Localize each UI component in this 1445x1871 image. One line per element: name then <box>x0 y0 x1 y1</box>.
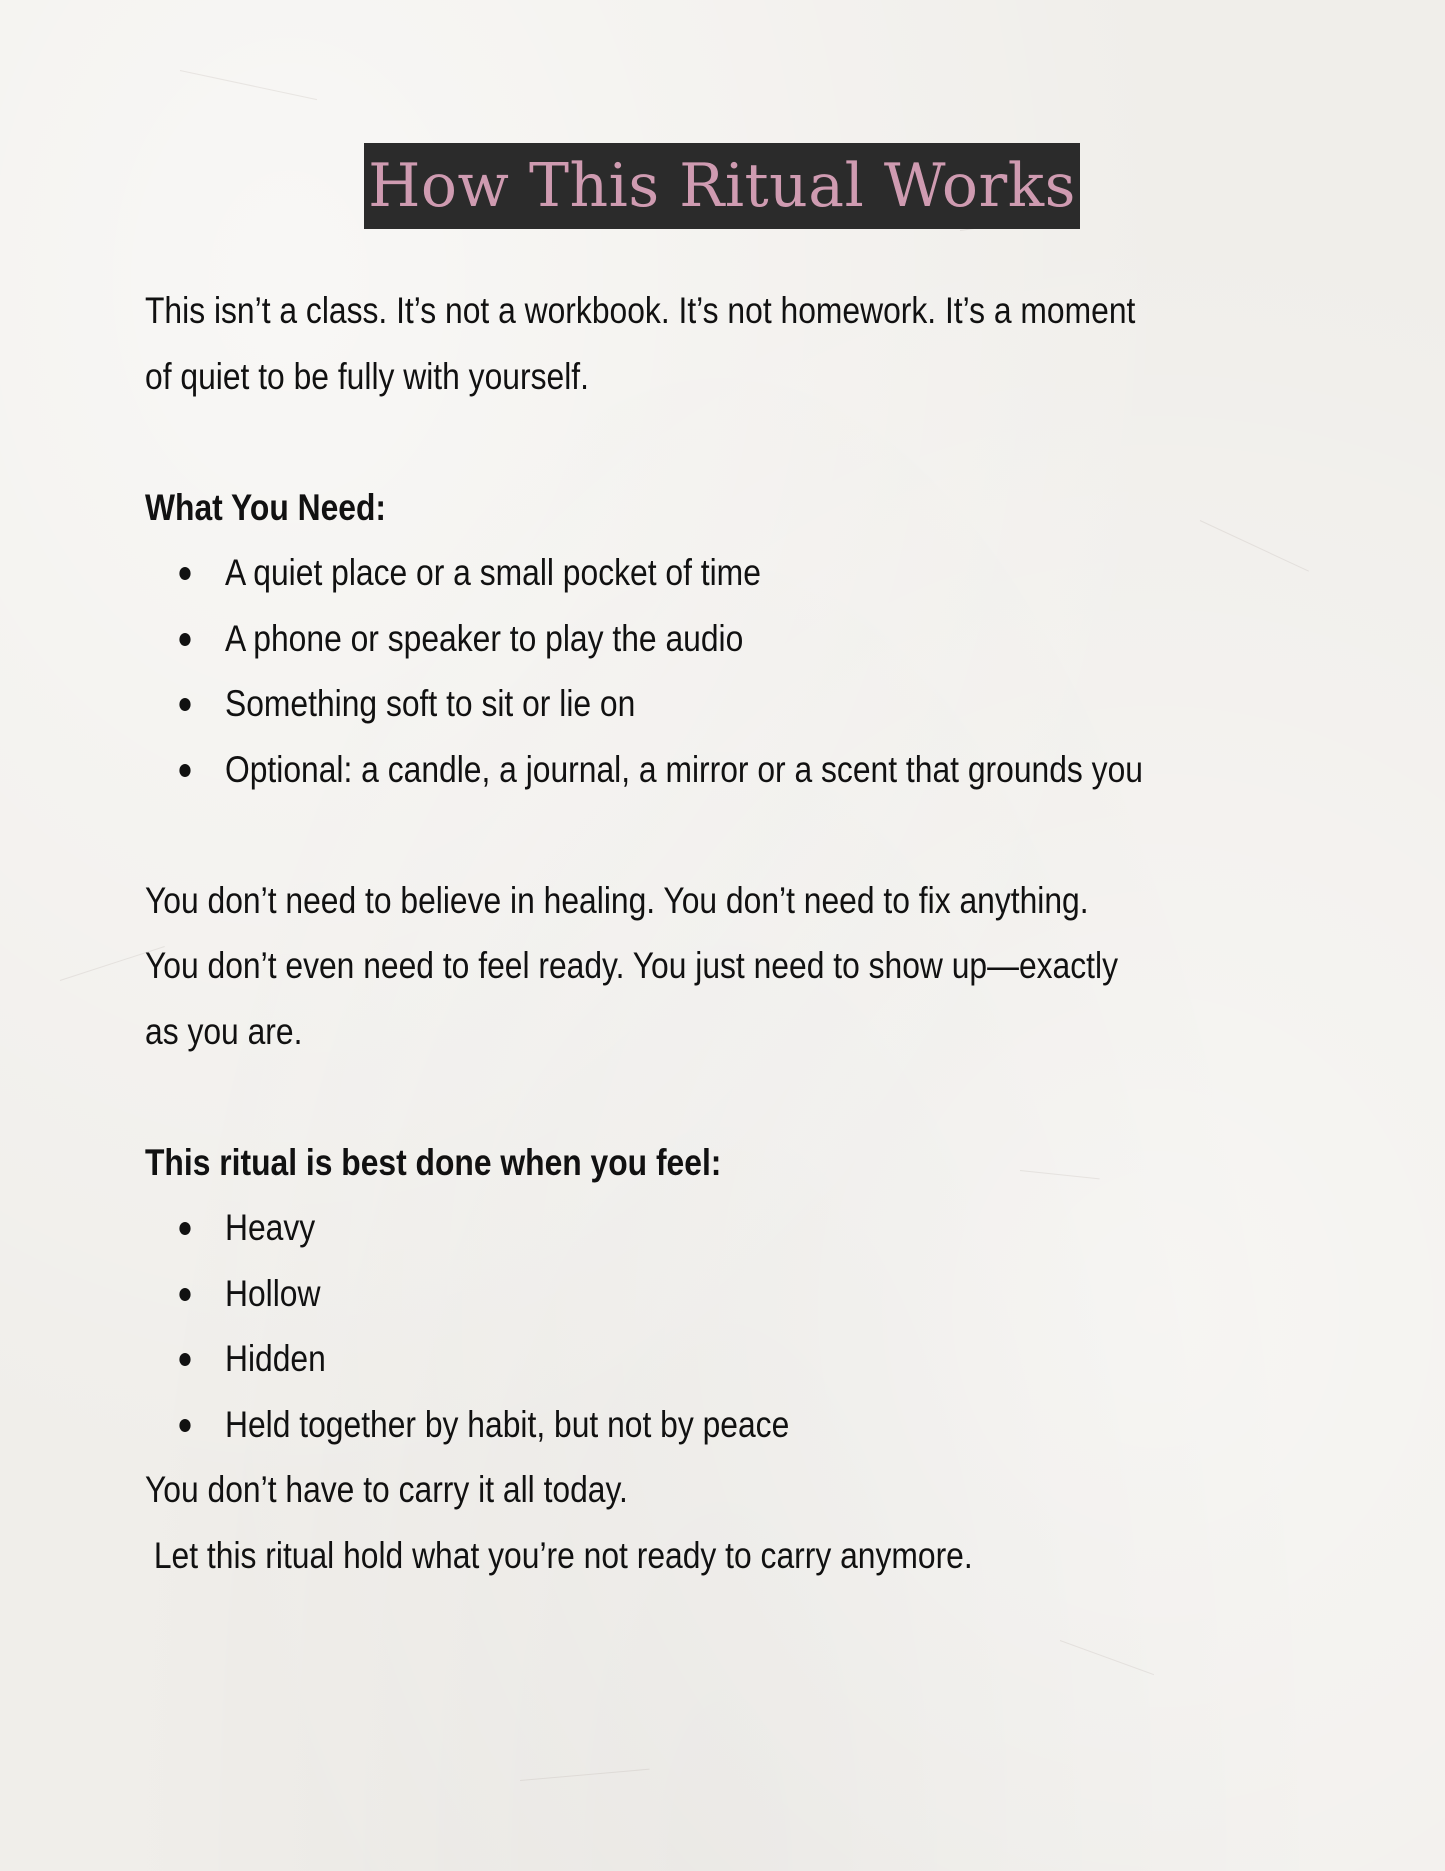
list-item <box>145 606 1325 672</box>
closing-line: Let this ritual hold what you’re not ready to carry anymore. <box>145 1534 973 1576</box>
page-content <box>145 278 1325 1588</box>
bullet-icon <box>179 1222 190 1235</box>
list-item-text: Optional: a candle, a journal, a mirror or a scent that grounds you <box>224 748 1143 790</box>
bullet-icon <box>179 764 190 777</box>
paper-fiber <box>180 70 317 100</box>
spacer <box>145 409 1325 475</box>
feelings-list <box>145 1195 1325 1457</box>
list-item-text: A phone or speaker to play the audio <box>224 617 744 659</box>
needs-heading: What You Need: <box>145 486 387 528</box>
list-item <box>145 737 1325 803</box>
needs-list <box>145 540 1325 802</box>
list-item <box>145 671 1325 737</box>
list-item-text: Something soft to sit or lie on <box>224 683 636 724</box>
paper-fiber <box>1060 1640 1154 1675</box>
list-item-text: Hollow <box>224 1272 321 1314</box>
list-item-text: Hidden <box>224 1338 326 1379</box>
paper-fiber <box>520 1769 650 1781</box>
list-item-text: A quiet place or a small pocket of time <box>224 552 761 593</box>
bullet-icon <box>179 698 190 711</box>
bullet-icon <box>179 1288 190 1301</box>
bullet-icon <box>179 567 190 580</box>
list-item <box>145 540 1325 606</box>
reassurance-line: as you are. <box>145 1010 303 1052</box>
intro-line: of quiet to be fully with yourself. <box>145 355 589 397</box>
spacer <box>145 802 1325 868</box>
closing-line: You don’t have to carry it all today. <box>145 1469 628 1510</box>
list-item <box>145 1195 1325 1261</box>
list-item <box>145 1326 1325 1392</box>
page-title: How This Ritual Works <box>364 143 1080 229</box>
feelings-heading: This ritual is best done when you feel: <box>145 1141 722 1183</box>
list-item <box>145 1261 1325 1327</box>
list-item-text: Heavy <box>224 1207 316 1248</box>
spacer <box>145 1064 1325 1130</box>
list-item-text: Held together by habit, but not by peace <box>224 1403 790 1445</box>
intro-line: This isn’t a class. It’s not a workbook. It’s not homework. It’s a moment <box>145 290 1136 331</box>
list-item <box>145 1392 1325 1458</box>
bullet-icon <box>179 1419 190 1432</box>
bullet-icon <box>179 633 190 646</box>
title-container <box>0 143 1445 229</box>
bullet-icon <box>179 1353 190 1366</box>
reassurance-line: You don’t need to believe in healing. You don’t need to fix anything. <box>145 879 1089 921</box>
reassurance-line: You don’t even need to feel ready. You just need to show up—exactly <box>145 945 1118 986</box>
